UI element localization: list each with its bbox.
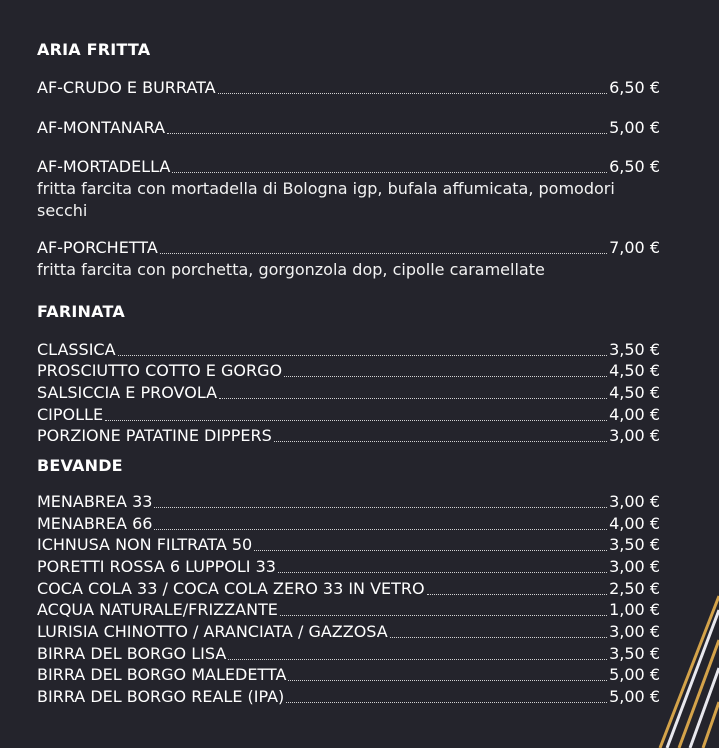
menu-item — [37, 426, 660, 446]
menu-item — [37, 514, 660, 534]
dot-leader — [118, 354, 608, 356]
item-name: ICHNUSA NON FILTRATA 50 — [37, 535, 253, 554]
item-price: 3,50 € — [609, 340, 660, 359]
menu-item — [37, 78, 660, 98]
menu-item — [37, 600, 660, 620]
dot-leader — [427, 593, 607, 595]
item-price: 4,00 € — [609, 405, 660, 424]
item-price: 5,00 € — [609, 665, 660, 684]
item-name: ACQUA NATURALE/FRIZZANTE — [37, 600, 278, 619]
item-price: 5,00 € — [609, 118, 660, 137]
dot-leader — [278, 571, 607, 573]
menu-item — [37, 405, 660, 425]
item-price: 7,00 € — [609, 238, 660, 257]
dot-leader — [160, 252, 607, 254]
dot-leader — [154, 506, 607, 508]
item-description: fritta farcita con porchetta, gorgonzola dop, cipolle caramellate — [37, 260, 545, 279]
item-name: PORETTI ROSSA 6 LUPPOLI 33 — [37, 557, 276, 576]
menu-item — [37, 492, 660, 512]
dot-leader — [284, 375, 607, 377]
dot-leader — [288, 679, 607, 681]
item-price: 3,50 € — [609, 535, 660, 554]
item-name: CLASSICA — [37, 340, 116, 359]
item-price: 3,50 € — [609, 644, 660, 663]
menu-item — [37, 118, 660, 138]
menu-item — [37, 665, 660, 685]
dot-leader — [105, 419, 607, 421]
stripe-gold — [679, 640, 719, 748]
stripe-gold — [660, 596, 719, 748]
menu-item — [37, 238, 660, 258]
section-title-farinata: FARINATA — [37, 302, 125, 321]
section-title-aria-fritta: ARIA FRITTA — [37, 40, 151, 59]
menu-item — [37, 622, 660, 642]
item-name: BIRRA DEL BORGO REALE (IPA) — [37, 687, 285, 706]
stripe-white — [667, 610, 719, 748]
menu-item — [37, 687, 660, 707]
menu-item — [37, 557, 660, 577]
item-name: AF-PORCHETTA — [37, 238, 158, 257]
item-name: AF-MONTANARA — [37, 118, 166, 137]
dot-leader — [280, 614, 607, 616]
dot-leader — [167, 132, 607, 134]
item-price: 3,00 € — [609, 557, 660, 576]
item-price: 4,00 € — [609, 514, 660, 533]
item-name: SALSICCIA E PROVOLA — [37, 383, 218, 402]
dot-leader — [218, 92, 608, 94]
item-price: 1,00 € — [609, 600, 660, 619]
menu-item — [37, 361, 660, 381]
item-name: AF-MORTADELLA — [37, 157, 171, 176]
dot-leader — [254, 549, 607, 551]
menu-item — [37, 157, 660, 177]
item-price: 4,50 € — [609, 361, 660, 380]
item-name: PROSCIUTTO COTTO E GORGO — [37, 361, 283, 380]
item-price: 6,50 € — [609, 157, 660, 176]
stripe-gold — [703, 702, 719, 748]
item-name: LURISIA CHINOTTO / ARANCIATA / GAZZOSA — [37, 622, 388, 641]
menu-item — [37, 535, 660, 555]
dot-leader — [286, 701, 607, 703]
item-price: 6,50 € — [609, 78, 660, 97]
dot-leader — [154, 528, 607, 530]
dot-leader — [228, 658, 607, 660]
item-name: BIRRA DEL BORGO MALEDETTA — [37, 665, 287, 684]
item-name: AF-CRUDO E BURRATA — [37, 78, 216, 97]
menu-item — [37, 340, 660, 360]
section-title-bevande: BEVANDE — [37, 456, 123, 475]
item-name: BIRRA DEL BORGO LISA — [37, 644, 227, 663]
dot-leader — [172, 171, 607, 173]
item-price: 5,00 € — [609, 687, 660, 706]
stripe-white — [690, 668, 719, 748]
menu-item — [37, 579, 660, 599]
dot-leader — [219, 397, 607, 399]
dot-leader — [390, 636, 607, 638]
menu-item — [37, 383, 660, 403]
item-price: 2,50 € — [609, 579, 660, 598]
item-price: 3,00 € — [609, 622, 660, 641]
item-price: 3,00 € — [609, 492, 660, 511]
item-price: 4,50 € — [609, 383, 660, 402]
item-name: PORZIONE PATATINE DIPPERS — [37, 426, 272, 445]
item-name: MENABREA 66 — [37, 514, 153, 533]
dot-leader — [274, 440, 607, 442]
item-description: fritta farcita con mortadella di Bologna igp, bufala affumicata, pomodori secchi — [37, 179, 615, 220]
item-price: 3,00 € — [609, 426, 660, 445]
item-name: MENABREA 33 — [37, 492, 153, 511]
menu-item — [37, 644, 660, 664]
item-name: CIPOLLE — [37, 405, 104, 424]
item-name: COCA COLA 33 / COCA COLA ZERO 33 IN VETRO — [37, 579, 425, 598]
